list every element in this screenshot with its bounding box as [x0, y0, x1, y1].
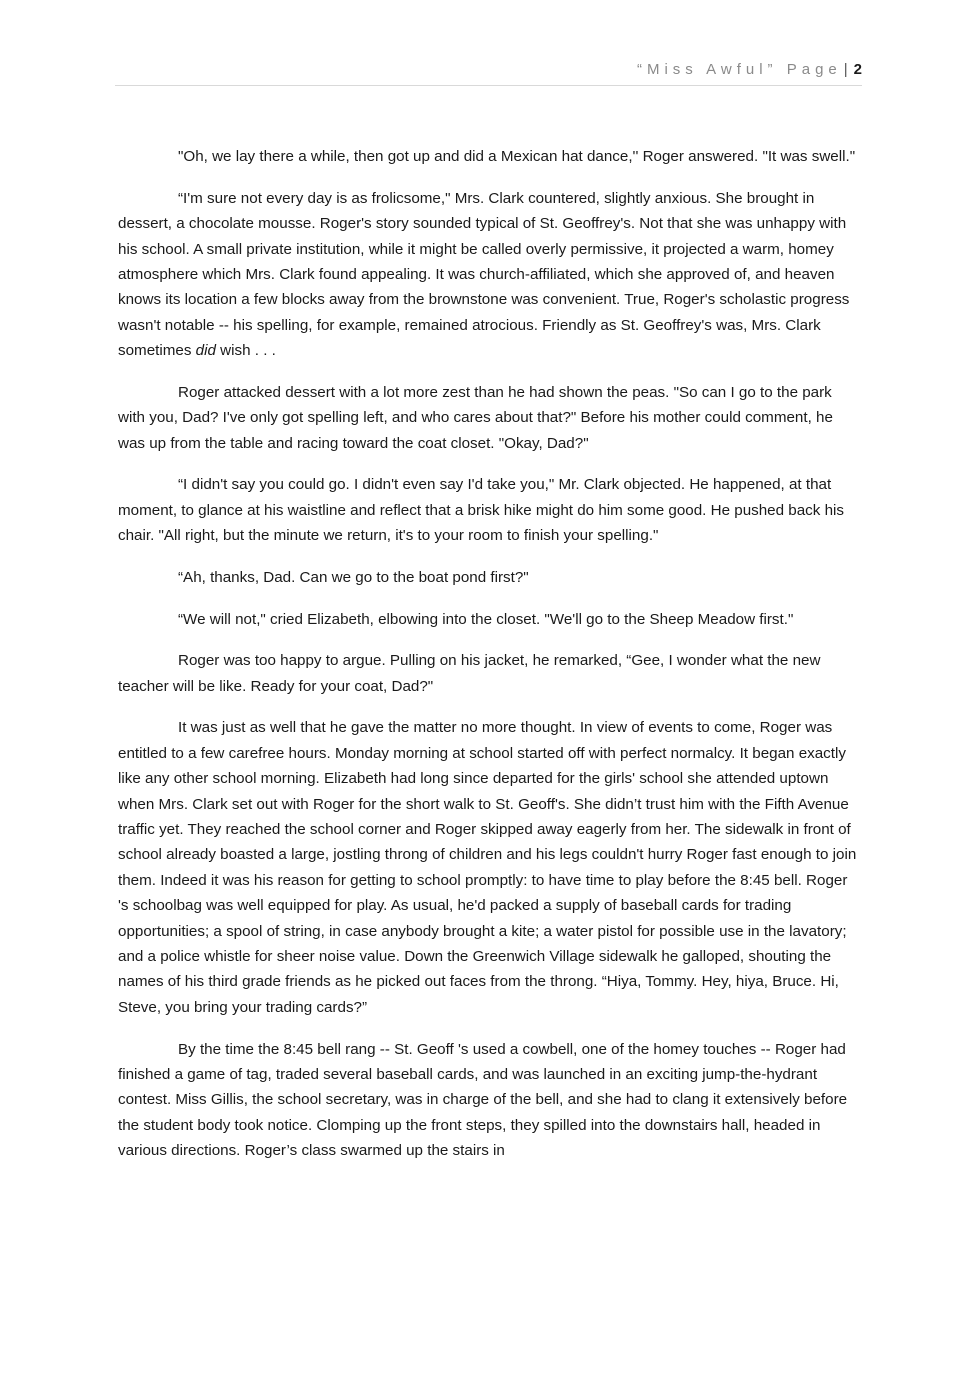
paragraph-7: Roger was too happy to argue. Pulling on his jacket, he remarked, “Gee, I wonder what the new teacher will be like. Ready for your coat, Dad?" — [118, 652, 821, 695]
paragraph-4: “I didn't say you could go. I didn't even say I'd take you," Mr. Clark objected. He happened, at that moment, to glance at his waistline and reflect that a brisk hike might do him some good. He pushed back his chair. "All right, but the minute we return, it's to your room to finish your spelling." — [118, 476, 845, 545]
paragraph-5: “Ah, thanks, Dad. Can we go to the boat pond first?" — [178, 568, 529, 586]
paragraph-8: It was just as well that he gave the matter no more thought. In view of events to come, Roger was entitled to a few carefree hours. Monday morning at school started off with perfect normalcy. It began exactly like any other school morning. Elizabeth had long since departed for the girls' school she attended uptown when Mrs. Clark set out with Roger for the short walk to St. Geoff's. She didn’t trust him with the Fifth Avenue traffic yet. They reached the school corner and Roger skipped away eagerly from her. The sidewalk in front of school already boasted a large, jostling throng of children and his legs couldn't hurry Roger fast enough to join them. Indeed it was his reason for getting to school promptly: to have time to play before the 8:45 bell. Roger 's schoolbag was well equipped for play. As usual, he'd packed a supply of baseball cards for trading opportunities; a spool of string, in case anybody brought a kite; a water pistol for possible use in the lavatory; and a police whistle for sheer noise value. Down the Greenwich Village sidewalk he galloped, shouting the names of his third grade friends as he picked out faces from the throng. “Hiya, Tommy. Hey, hiya, Bruce. Hi, Steve, you bring your trading cards?” — [118, 719, 857, 1016]
document-body — [118, 144, 860, 1180]
running-title: “Miss Awful” Page — [636, 61, 842, 78]
header-separator: | — [843, 61, 848, 78]
paragraph-9: By the time the 8:45 bell rang -- St. Geoff 's used a cowbell, one of the homey touches -- Roger had finished a game of tag, traded several baseball cards, and was launched in an exciting jump-the-hydrant contest. Miss Gillis, the school secretary, was in charge of the bell, and she had to clang it extensively before the student body took notice. Clomping up the front steps, they spilled into the downstairs hall, headed in various directions. Roger’s class swarmed up the stairs in — [118, 1040, 848, 1160]
page-header — [115, 58, 862, 86]
paragraph-6: “We will not," cried Elizabeth, elbowing into the closet. "We'll go to the Sheep Meadow first." — [178, 610, 794, 628]
page-number: 2 — [853, 61, 862, 78]
paragraph-2-tail: wish . . . — [215, 342, 276, 360]
emphasis-did: did — [195, 342, 216, 360]
paragraph-2 — [118, 186, 860, 364]
paragraph-3: Roger attacked dessert with a lot more zest than he had shown the peas. "So can I go to the park with you, Dad? I've only got spelling left, and who cares about that?" Before his mother could comment, he was up from the table and racing toward the coat closet. "Okay, Dad?" — [118, 383, 833, 452]
paragraph-1: "Oh, we lay there a while, then got up and did a Mexican hat dance,'' Roger answered. "It was swell." — [178, 148, 856, 165]
paragraph-2-text: “I'm sure not every day is as frolicsome," Mrs. Clark countered, slightly anxious. She brought in dessert, a chocolate mousse. Roger's story sounded typical of St. Geoffrey's. Not that she was unhappy with his school. A small private institution, while it might be called overly permissive, it projected a warm, homey atmosphere which Mrs. Clark found appealing. It was church-affiliated, which she approved of, and heaven knows its location a few blocks away from the brownstone was convenient. True, Roger's scholastic progress wasn't notable -- his spelling, for example, remained atrocious. Friendly as St. Geoffrey's was, Mrs. Clark sometimes — [118, 189, 850, 360]
